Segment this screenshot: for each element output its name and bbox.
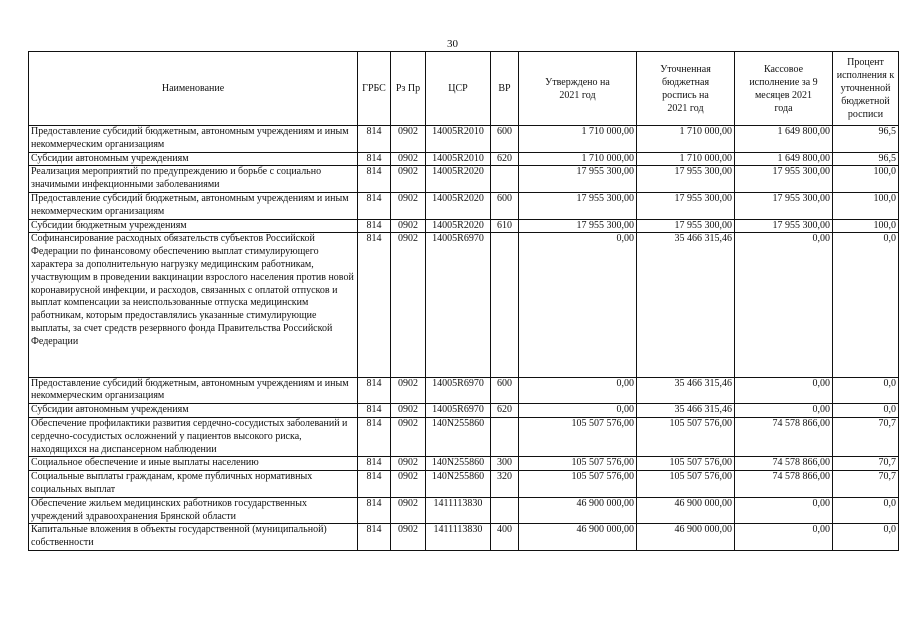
row-name-cell: Субсидии автономным учреждениям xyxy=(29,152,358,166)
row-percent-cell: 0,0 xyxy=(833,233,899,377)
row-name-cell: Капитальные вложения в объекты государственной (муниципальной) собственности xyxy=(29,524,358,551)
row-rzpr-cell: 0902 xyxy=(391,524,426,551)
row-vr-cell: 600 xyxy=(491,377,519,404)
row-vr-cell: 300 xyxy=(491,457,519,471)
row-rzpr-cell: 0902 xyxy=(391,126,426,153)
row-refined-cell: 105 507 576,00 xyxy=(637,457,735,471)
row-refined-cell: 105 507 576,00 xyxy=(637,417,735,456)
row-approved-cell: 0,00 xyxy=(519,404,637,418)
row-vr-cell: 610 xyxy=(491,219,519,233)
row-csr-cell: 14005R2020 xyxy=(426,219,491,233)
row-vr-cell: 600 xyxy=(491,192,519,219)
row-grbs-cell: 814 xyxy=(358,166,391,193)
row-name-cell: Социальные выплаты гражданам, кроме публичных нормативных социальных выплат xyxy=(29,471,358,498)
row-name-cell: Реализация мероприятий по предупреждению и борьбе с социально значимыми инфекционными заболеваниями xyxy=(29,166,358,193)
row-cash-cell: 74 578 866,00 xyxy=(735,471,833,498)
row-rzpr-cell: 0902 xyxy=(391,192,426,219)
row-csr-cell: 1411113830 xyxy=(426,497,491,524)
budget-table xyxy=(28,51,899,551)
row-grbs-cell: 814 xyxy=(358,377,391,404)
table-row xyxy=(29,219,899,233)
row-csr-cell: 14005R2010 xyxy=(426,152,491,166)
col-header-cash: Кассовое исполнение за 9 месяцев 2021 года xyxy=(735,52,833,126)
row-percent-cell: 100,0 xyxy=(833,166,899,193)
row-rzpr-cell: 0902 xyxy=(391,417,426,456)
row-grbs-cell: 814 xyxy=(358,471,391,498)
row-percent-cell: 96,5 xyxy=(833,126,899,153)
row-csr-cell: 1411113830 xyxy=(426,524,491,551)
row-csr-cell: 140N255860 xyxy=(426,417,491,456)
row-cash-cell: 0,00 xyxy=(735,377,833,404)
row-approved-cell: 17 955 300,00 xyxy=(519,219,637,233)
row-approved-cell: 105 507 576,00 xyxy=(519,471,637,498)
row-csr-cell: 14005R2020 xyxy=(426,192,491,219)
row-refined-cell: 17 955 300,00 xyxy=(637,192,735,219)
row-percent-cell: 100,0 xyxy=(833,219,899,233)
row-cash-cell: 1 649 800,00 xyxy=(735,152,833,166)
row-name-cell: Обеспечение профилактики развития сердечно-сосудистых заболеваний и сердечно-сосудистых осложнений у пациентов высокого риска, находящихся на диспансерном наблюдении xyxy=(29,417,358,456)
col-header-refined: Уточненная бюджетная роспись на 2021 год xyxy=(637,52,735,126)
row-percent-cell: 70,7 xyxy=(833,417,899,456)
row-cash-cell: 1 649 800,00 xyxy=(735,126,833,153)
table-row xyxy=(29,192,899,219)
row-rzpr-cell: 0902 xyxy=(391,377,426,404)
table-row xyxy=(29,457,899,471)
row-approved-cell: 0,00 xyxy=(519,377,637,404)
table-row xyxy=(29,166,899,193)
table-row xyxy=(29,126,899,153)
row-vr-cell xyxy=(491,233,519,377)
row-cash-cell: 17 955 300,00 xyxy=(735,166,833,193)
col-header-name: Наименование xyxy=(29,52,358,126)
row-grbs-cell: 814 xyxy=(358,219,391,233)
row-grbs-cell: 814 xyxy=(358,192,391,219)
row-grbs-cell: 814 xyxy=(358,417,391,456)
row-approved-cell: 46 900 000,00 xyxy=(519,497,637,524)
row-cash-cell: 17 955 300,00 xyxy=(735,219,833,233)
row-grbs-cell: 814 xyxy=(358,152,391,166)
row-vr-cell xyxy=(491,497,519,524)
row-refined-cell: 46 900 000,00 xyxy=(637,497,735,524)
row-approved-cell: 0,00 xyxy=(519,233,637,377)
row-cash-cell: 0,00 xyxy=(735,233,833,377)
table-row xyxy=(29,233,899,377)
row-approved-cell: 17 955 300,00 xyxy=(519,192,637,219)
row-csr-cell: 14005R6970 xyxy=(426,233,491,377)
row-name-cell: Софинансирование расходных обязательств субъектов Российской Федерации по финансовому обеспечению выплат стимулирующего характера за дополнительную нагрузку медицинским работникам, участвующим в проведении вакцинации взрослого населения против новой коронавирусной инфекции, и расходов, связанных с оплатой отпусков и выплат компенсации за неиспользованные отпуска медицинским работникам, которым предоставлялись указанные стимулирующие выплаты, за счет средств резервного фонда Правительства Российской Федерации xyxy=(29,233,358,377)
row-rzpr-cell: 0902 xyxy=(391,457,426,471)
row-vr-cell: 600 xyxy=(491,126,519,153)
row-cash-cell: 0,00 xyxy=(735,404,833,418)
row-name-cell: Обеспечение жильем медицинских работников государственных учреждений здравоохранения Брянской области xyxy=(29,497,358,524)
table-body xyxy=(29,126,899,551)
col-header-percent: Процент исполнения к уточненной бюджетной росписи xyxy=(833,52,899,126)
row-approved-cell: 105 507 576,00 xyxy=(519,457,637,471)
row-name-cell: Субсидии автономным учреждениям xyxy=(29,404,358,418)
row-grbs-cell: 814 xyxy=(358,126,391,153)
row-vr-cell: 620 xyxy=(491,404,519,418)
row-approved-cell: 1 710 000,00 xyxy=(519,126,637,153)
row-refined-cell: 1 710 000,00 xyxy=(637,126,735,153)
row-refined-cell: 1 710 000,00 xyxy=(637,152,735,166)
row-name-cell: Социальное обеспечение и иные выплаты населению xyxy=(29,457,358,471)
col-header-vr: ВР xyxy=(491,52,519,126)
row-refined-cell: 17 955 300,00 xyxy=(637,166,735,193)
row-rzpr-cell: 0902 xyxy=(391,497,426,524)
row-percent-cell: 100,0 xyxy=(833,192,899,219)
row-percent-cell: 0,0 xyxy=(833,404,899,418)
col-header-grbs: ГРБС xyxy=(358,52,391,126)
row-cash-cell: 74 578 866,00 xyxy=(735,417,833,456)
row-rzpr-cell: 0902 xyxy=(391,233,426,377)
row-refined-cell: 105 507 576,00 xyxy=(637,471,735,498)
row-grbs-cell: 814 xyxy=(358,457,391,471)
row-approved-cell: 46 900 000,00 xyxy=(519,524,637,551)
page-number: 30 xyxy=(447,38,458,50)
row-name-cell: Предоставление субсидий бюджетным, автономным учреждениям и иным некоммерческим организациям xyxy=(29,377,358,404)
row-cash-cell: 0,00 xyxy=(735,497,833,524)
row-vr-cell: 620 xyxy=(491,152,519,166)
row-rzpr-cell: 0902 xyxy=(391,152,426,166)
row-name-cell: Субсидии бюджетным учреждениям xyxy=(29,219,358,233)
row-csr-cell: 140N255860 xyxy=(426,457,491,471)
row-csr-cell: 14005R2020 xyxy=(426,166,491,193)
row-approved-cell: 17 955 300,00 xyxy=(519,166,637,193)
row-grbs-cell: 814 xyxy=(358,233,391,377)
table-row xyxy=(29,524,899,551)
row-csr-cell: 14005R2010 xyxy=(426,126,491,153)
table-row xyxy=(29,377,899,404)
row-percent-cell: 0,0 xyxy=(833,524,899,551)
row-name-cell: Предоставление субсидий бюджетным, автономным учреждениям и иным некоммерческим организациям xyxy=(29,126,358,153)
col-header-approved: Утверждено на 2021 год xyxy=(519,52,637,126)
row-approved-cell: 105 507 576,00 xyxy=(519,417,637,456)
row-cash-cell: 17 955 300,00 xyxy=(735,192,833,219)
table-row xyxy=(29,471,899,498)
row-vr-cell: 320 xyxy=(491,471,519,498)
row-refined-cell: 35 466 315,46 xyxy=(637,404,735,418)
row-grbs-cell: 814 xyxy=(358,524,391,551)
row-refined-cell: 17 955 300,00 xyxy=(637,219,735,233)
row-percent-cell: 0,0 xyxy=(833,497,899,524)
row-percent-cell: 0,0 xyxy=(833,377,899,404)
row-percent-cell: 96,5 xyxy=(833,152,899,166)
table-row xyxy=(29,152,899,166)
row-csr-cell: 14005R6970 xyxy=(426,404,491,418)
row-rzpr-cell: 0902 xyxy=(391,166,426,193)
row-refined-cell: 46 900 000,00 xyxy=(637,524,735,551)
row-vr-cell xyxy=(491,417,519,456)
row-name-cell: Предоставление субсидий бюджетным, автономным учреждениям и иным некоммерческим организациям xyxy=(29,192,358,219)
row-rzpr-cell: 0902 xyxy=(391,404,426,418)
row-cash-cell: 0,00 xyxy=(735,524,833,551)
col-header-rzpr: Рз Пр xyxy=(391,52,426,126)
row-grbs-cell: 814 xyxy=(358,404,391,418)
table-row xyxy=(29,417,899,456)
row-percent-cell: 70,7 xyxy=(833,471,899,498)
row-percent-cell: 70,7 xyxy=(833,457,899,471)
col-header-csr: ЦСР xyxy=(426,52,491,126)
row-vr-cell: 400 xyxy=(491,524,519,551)
row-cash-cell: 74 578 866,00 xyxy=(735,457,833,471)
row-vr-cell xyxy=(491,166,519,193)
row-csr-cell: 14005R6970 xyxy=(426,377,491,404)
row-grbs-cell: 814 xyxy=(358,497,391,524)
row-refined-cell: 35 466 315,46 xyxy=(637,233,735,377)
row-refined-cell: 35 466 315,46 xyxy=(637,377,735,404)
table-row xyxy=(29,497,899,524)
row-approved-cell: 1 710 000,00 xyxy=(519,152,637,166)
row-rzpr-cell: 0902 xyxy=(391,219,426,233)
table-header-row xyxy=(29,52,899,126)
row-csr-cell: 140N255860 xyxy=(426,471,491,498)
row-rzpr-cell: 0902 xyxy=(391,471,426,498)
table-row xyxy=(29,404,899,418)
